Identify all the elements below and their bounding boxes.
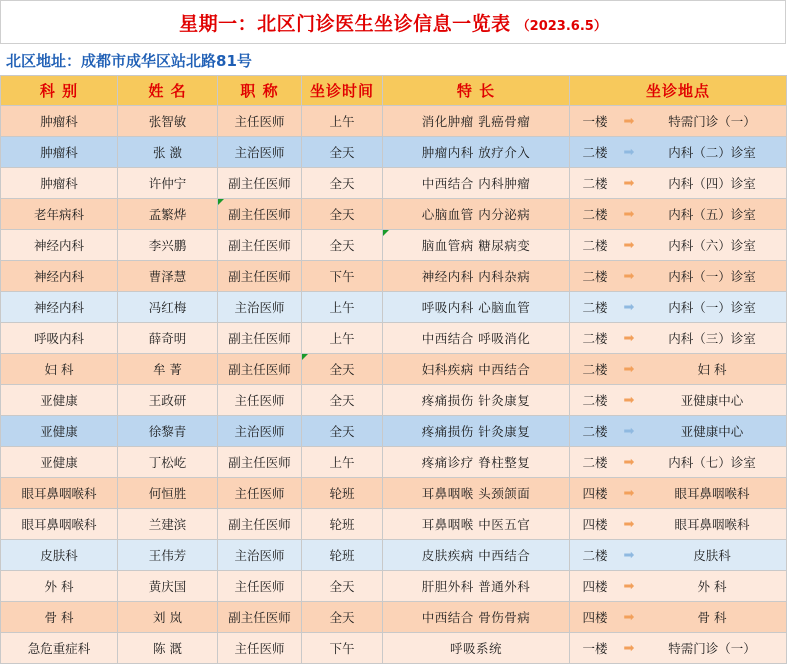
- arrow-right-icon: ➡: [623, 206, 635, 222]
- name-cell-text: 黄庆国: [148, 579, 187, 594]
- title-cell: [218, 168, 302, 199]
- time-cell: [302, 168, 383, 199]
- room-label: 内科（五）诊室: [668, 207, 756, 222]
- location-cell: [570, 416, 787, 447]
- time-cell: [302, 323, 383, 354]
- specialty-cell: [383, 385, 570, 416]
- title-cell: [218, 385, 302, 416]
- dept-cell: [1, 292, 118, 323]
- title-cell: [218, 478, 302, 509]
- dept-cell-text: 呼吸内科: [33, 331, 84, 346]
- arrow-right-icon: ➡: [623, 299, 635, 315]
- time-cell-text: 全天: [329, 424, 355, 439]
- title-date: （2023.6.5）: [516, 18, 607, 34]
- name-cell: [118, 199, 218, 230]
- time-cell-text: 轮班: [329, 548, 355, 563]
- arrow-right-icon: ➡: [623, 268, 635, 284]
- table-row: [1, 354, 787, 385]
- arrow-right-icon: ➡: [623, 330, 635, 346]
- floor-label: 二楼: [582, 331, 608, 346]
- table-row: [1, 106, 787, 137]
- title-cell-text: 副主任医师: [228, 238, 291, 253]
- time-cell-text: 下午: [329, 269, 355, 284]
- title-cell-text: 副主任医师: [228, 455, 291, 470]
- arrow-right-icon: ➡: [623, 144, 635, 160]
- dept-cell-text: 皮肤科: [40, 548, 78, 563]
- time-cell-text: 全天: [329, 362, 355, 377]
- title-cell: [218, 633, 302, 664]
- floor-label: 二楼: [582, 548, 608, 563]
- dept-cell: [1, 478, 118, 509]
- title-cell-text: 副主任医师: [228, 331, 291, 346]
- specialty-cell-text: 脑血管病 糖尿病变: [421, 238, 531, 253]
- title-cell-text: 副主任医师: [228, 269, 291, 284]
- specialty-cell: [383, 261, 570, 292]
- specialty-cell: [383, 292, 570, 323]
- time-cell-text: 轮班: [329, 517, 355, 532]
- name-cell: [118, 168, 218, 199]
- name-cell: [118, 509, 218, 540]
- floor-label: 四楼: [582, 610, 608, 625]
- location-cell: [570, 571, 787, 602]
- dept-cell: [1, 571, 118, 602]
- title-cell-text: 主任医师: [234, 641, 285, 656]
- location-cell: [570, 385, 787, 416]
- time-cell: [302, 602, 383, 633]
- specialty-cell-text: 消化肿瘤 乳癌骨瘤: [421, 114, 531, 129]
- arrow-right-icon: ➡: [623, 175, 635, 191]
- specialty-cell-text: 呼吸内科 心脑血管: [421, 300, 531, 315]
- header-dept: 科 别: [1, 76, 118, 106]
- time-cell-text: 上午: [329, 455, 355, 470]
- time-cell: [302, 540, 383, 571]
- title-cell-text: 主治医师: [234, 424, 285, 439]
- time-cell: [302, 447, 383, 478]
- header-name: 姓 名: [118, 76, 218, 106]
- dept-cell-text: 神经内科: [33, 238, 84, 253]
- schedule-table: [0, 75, 787, 664]
- location-cell: [570, 478, 787, 509]
- dept-cell: [1, 168, 118, 199]
- table-row: [1, 540, 787, 571]
- header-specialty: 特 长: [383, 76, 570, 106]
- floor-label: 二楼: [582, 269, 608, 284]
- time-cell-text: 全天: [329, 610, 355, 625]
- time-cell-text: 全天: [329, 393, 355, 408]
- specialty-cell-text: 皮肤疾病 中西结合: [421, 548, 531, 563]
- name-cell-text: 孟繁烨: [148, 207, 187, 222]
- title-cell: [218, 447, 302, 478]
- floor-label: 二楼: [582, 393, 608, 408]
- room-label: 特需门诊（一）: [668, 641, 756, 656]
- specialty-cell: [383, 354, 570, 385]
- location-cell: [570, 230, 787, 261]
- floor-label: 四楼: [582, 579, 608, 594]
- table-row: [1, 137, 787, 168]
- location-cell: [570, 292, 787, 323]
- location-cell: [570, 633, 787, 664]
- dept-cell-text: 急危重症科: [27, 641, 91, 656]
- specialty-cell-text: 耳鼻咽喉 头颈颌面: [421, 486, 531, 501]
- time-cell: [302, 509, 383, 540]
- time-cell: [302, 261, 383, 292]
- arrow-right-icon: ➡: [623, 609, 635, 625]
- room-label: 妇 科: [697, 362, 727, 377]
- name-cell-text: 张智敏: [148, 114, 187, 129]
- dept-cell: [1, 137, 118, 168]
- title-cell-text: 副主任医师: [228, 517, 291, 532]
- dept-cell-text: 肿瘤科: [40, 145, 78, 160]
- room-label: 亚健康中心: [680, 393, 744, 408]
- title-cell: [218, 540, 302, 571]
- room-label: 眼耳鼻咽喉科: [674, 517, 750, 532]
- location-cell: [570, 323, 787, 354]
- floor-label: 二楼: [582, 455, 608, 470]
- table-row: [1, 633, 787, 664]
- specialty-cell: [383, 199, 570, 230]
- floor-label: 一楼: [582, 114, 608, 129]
- specialty-cell-text: 疼痛诊疗 脊柱整复: [421, 455, 531, 470]
- location-cell: [570, 447, 787, 478]
- name-cell: [118, 447, 218, 478]
- header-location: 坐诊地点: [570, 76, 787, 106]
- dept-cell-text: 神经内科: [33, 269, 84, 284]
- name-cell: [118, 633, 218, 664]
- specialty-cell-text: 肿瘤内科 放疗介入: [421, 145, 531, 160]
- room-label: 内科（二）诊室: [668, 145, 756, 160]
- table-row: [1, 168, 787, 199]
- specialty-cell-text: 耳鼻咽喉 中医五官: [421, 517, 531, 532]
- table-row: [1, 509, 787, 540]
- title-cell-text: 主治医师: [234, 300, 285, 315]
- time-cell-text: 下午: [329, 641, 355, 656]
- specialty-cell: [383, 137, 570, 168]
- name-cell-text: 何恒胜: [148, 486, 187, 501]
- location-cell: [570, 168, 787, 199]
- room-label: 骨 科: [697, 610, 727, 625]
- dept-cell: [1, 261, 118, 292]
- specialty-cell-text: 中西结合 内科肿瘤: [421, 176, 531, 191]
- floor-label: 四楼: [582, 517, 608, 532]
- dept-cell-text: 骨 科: [44, 610, 74, 625]
- time-cell: [302, 385, 383, 416]
- floor-label: 二楼: [582, 176, 608, 191]
- name-cell-text: 牟 菁: [153, 362, 182, 377]
- header-row: [1, 76, 787, 106]
- dept-cell: [1, 509, 118, 540]
- table-row: [1, 602, 787, 633]
- name-cell: [118, 354, 218, 385]
- table-row: [1, 416, 787, 447]
- floor-label: 四楼: [582, 486, 608, 501]
- dept-cell-text: 亚健康: [40, 455, 78, 470]
- table-row: [1, 478, 787, 509]
- title-cell: [218, 354, 302, 385]
- name-cell-text: 刘 岚: [153, 610, 182, 625]
- table-row: [1, 571, 787, 602]
- dept-cell: [1, 385, 118, 416]
- name-cell: [118, 478, 218, 509]
- table-row: [1, 199, 787, 230]
- specialty-cell: [383, 168, 570, 199]
- name-cell: [118, 230, 218, 261]
- floor-label: 二楼: [582, 238, 608, 253]
- time-cell: [302, 571, 383, 602]
- address-line: 北区地址：成都市成华区站北路81号: [6, 51, 252, 70]
- name-cell: [118, 571, 218, 602]
- dept-cell-text: 妇 科: [44, 362, 74, 377]
- dept-cell: [1, 354, 118, 385]
- room-label: 内科（七）诊室: [668, 455, 756, 470]
- name-cell: [118, 540, 218, 571]
- dept-cell: [1, 602, 118, 633]
- title-cell-text: 副主任医师: [228, 176, 291, 191]
- time-cell-text: 轮班: [329, 486, 355, 501]
- title-cell-text: 主任医师: [234, 114, 285, 129]
- location-cell: [570, 199, 787, 230]
- time-cell-text: 全天: [329, 207, 355, 222]
- title-cell-text: 主任医师: [234, 393, 285, 408]
- arrow-right-icon: ➡: [623, 361, 635, 377]
- specialty-cell: [383, 323, 570, 354]
- name-cell-text: 兰建滨: [148, 517, 187, 532]
- specialty-cell-text: 疼痛损伤 针灸康复: [421, 393, 531, 408]
- title-cell-text: 主任医师: [234, 579, 285, 594]
- name-cell-text: 张 激: [153, 145, 182, 160]
- name-cell-text: 李兴鹏: [148, 238, 187, 253]
- title-cell-text: 主任医师: [234, 486, 285, 501]
- name-cell-text: 冯红梅: [148, 300, 187, 315]
- name-cell-text: 丁松屹: [148, 455, 187, 470]
- time-cell-text: 全天: [329, 579, 355, 594]
- arrow-right-icon: ➡: [623, 237, 635, 253]
- title-cell: [218, 292, 302, 323]
- dept-cell-text: 亚健康: [40, 393, 78, 408]
- specialty-cell-text: 疼痛损伤 针灸康复: [421, 424, 531, 439]
- location-cell: [570, 137, 787, 168]
- dept-cell: [1, 633, 118, 664]
- specialty-cell: [383, 416, 570, 447]
- time-cell-text: 上午: [329, 331, 355, 346]
- room-label: 外 科: [697, 579, 727, 594]
- specialty-cell: [383, 540, 570, 571]
- name-cell-text: 王伟芳: [148, 548, 187, 563]
- room-label: 眼耳鼻咽喉科: [674, 486, 750, 501]
- room-label: 内科（一）诊室: [668, 300, 756, 315]
- room-label: 内科（一）诊室: [668, 269, 756, 284]
- specialty-cell: [383, 509, 570, 540]
- floor-label: 二楼: [582, 300, 608, 315]
- table-row: [1, 230, 787, 261]
- time-cell-text: 上午: [329, 114, 355, 129]
- dept-cell: [1, 416, 118, 447]
- arrow-right-icon: ➡: [623, 547, 635, 563]
- specialty-cell: [383, 478, 570, 509]
- name-cell-text: 许仲宁: [148, 176, 187, 191]
- room-label: 皮肤科: [693, 548, 731, 563]
- title-cell-text: 副主任医师: [228, 207, 291, 222]
- dept-cell: [1, 106, 118, 137]
- floor-label: 二楼: [582, 424, 608, 439]
- title-cell-text: 主治医师: [234, 548, 285, 563]
- title-cell-text: 副主任医师: [228, 362, 291, 377]
- title-cell: [218, 509, 302, 540]
- specialty-cell-text: 心脑血管 内分泌病: [421, 207, 531, 222]
- time-cell: [302, 199, 383, 230]
- specialty-cell: [383, 106, 570, 137]
- name-cell-text: 曹泽慧: [148, 269, 187, 284]
- specialty-cell: [383, 633, 570, 664]
- name-cell: [118, 106, 218, 137]
- specialty-cell-text: 呼吸系统: [449, 641, 502, 656]
- floor-label: 二楼: [582, 145, 608, 160]
- time-cell: [302, 354, 383, 385]
- room-label: 内科（六）诊室: [668, 238, 756, 253]
- location-cell: [570, 261, 787, 292]
- specialty-cell-text: 妇科疾病 中西结合: [421, 362, 531, 377]
- time-cell-text: 全天: [329, 238, 355, 253]
- title-cell-text: 副主任医师: [228, 610, 291, 625]
- header-time: 坐诊时间: [302, 76, 383, 106]
- arrow-right-icon: ➡: [623, 485, 635, 501]
- title-cell: [218, 323, 302, 354]
- time-cell-text: 上午: [329, 300, 355, 315]
- name-cell: [118, 602, 218, 633]
- dept-cell: [1, 323, 118, 354]
- name-cell-text: 陈 溉: [153, 641, 182, 656]
- arrow-right-icon: ➡: [623, 423, 635, 439]
- specialty-cell: [383, 230, 570, 261]
- dept-cell: [1, 199, 118, 230]
- floor-label: 二楼: [582, 362, 608, 377]
- comment-marker-icon: [383, 230, 389, 236]
- title-cell: [218, 199, 302, 230]
- room-label: 内科（三）诊室: [668, 331, 756, 346]
- time-cell: [302, 416, 383, 447]
- name-cell: [118, 261, 218, 292]
- dept-cell-text: 眼耳鼻咽喉科: [21, 517, 97, 532]
- title-cell: [218, 416, 302, 447]
- time-cell: [302, 633, 383, 664]
- arrow-right-icon: ➡: [623, 113, 635, 129]
- name-cell-text: 薛奇明: [148, 331, 187, 346]
- time-cell: [302, 478, 383, 509]
- specialty-cell: [383, 602, 570, 633]
- title-cell-text: 主治医师: [234, 145, 285, 160]
- comment-marker-icon: [302, 354, 308, 360]
- location-cell: [570, 509, 787, 540]
- title-cell: [218, 137, 302, 168]
- floor-label: 一楼: [582, 641, 608, 656]
- time-cell-text: 全天: [329, 176, 355, 191]
- room-label: 内科（四）诊室: [668, 176, 756, 191]
- arrow-right-icon: ➡: [623, 392, 635, 408]
- table-body: [1, 106, 787, 664]
- arrow-right-icon: ➡: [623, 578, 635, 594]
- room-label: 特需门诊（一）: [668, 114, 756, 129]
- table-row: [1, 261, 787, 292]
- time-cell-text: 全天: [329, 145, 355, 160]
- dept-cell: [1, 447, 118, 478]
- title-cell: [218, 571, 302, 602]
- table-row: [1, 323, 787, 354]
- dept-cell-text: 肿瘤科: [40, 114, 78, 129]
- time-cell: [302, 137, 383, 168]
- specialty-cell: [383, 447, 570, 478]
- name-cell: [118, 292, 218, 323]
- location-cell: [570, 540, 787, 571]
- dept-cell-text: 肿瘤科: [40, 176, 78, 191]
- location-cell: [570, 106, 787, 137]
- name-cell: [118, 385, 218, 416]
- title-cell: [218, 230, 302, 261]
- dept-cell-text: 眼耳鼻咽喉科: [21, 486, 97, 501]
- time-cell: [302, 292, 383, 323]
- dept-cell-text: 外 科: [44, 579, 74, 594]
- location-cell: [570, 602, 787, 633]
- arrow-right-icon: ➡: [623, 640, 635, 656]
- page-title: 星期一：北区门诊医生坐诊信息一览表: [179, 12, 511, 35]
- time-cell: [302, 230, 383, 261]
- location-cell: [570, 354, 787, 385]
- name-cell-text: 徐黎青: [148, 424, 187, 439]
- header-title: 职 称: [218, 76, 302, 106]
- time-cell: [302, 106, 383, 137]
- title-cell: [218, 261, 302, 292]
- table-row: [1, 447, 787, 478]
- arrow-right-icon: ➡: [623, 516, 635, 532]
- floor-label: 二楼: [582, 207, 608, 222]
- table-row: [1, 385, 787, 416]
- dept-cell: [1, 230, 118, 261]
- comment-marker-icon: [218, 199, 224, 205]
- title-cell: [218, 106, 302, 137]
- name-cell: [118, 137, 218, 168]
- specialty-cell: [383, 571, 570, 602]
- dept-cell-text: 亚健康: [40, 424, 78, 439]
- specialty-cell-text: 中西结合 骨伤骨病: [421, 610, 531, 625]
- specialty-cell-text: 肝胆外科 普通外科: [421, 579, 531, 594]
- table-row: [1, 292, 787, 323]
- dept-cell-text: 老年病科: [33, 207, 84, 222]
- dept-cell: [1, 540, 118, 571]
- room-label: 亚健康中心: [680, 424, 744, 439]
- arrow-right-icon: ➡: [623, 454, 635, 470]
- specialty-cell-text: 中西结合 呼吸消化: [421, 331, 531, 346]
- name-cell: [118, 323, 218, 354]
- specialty-cell-text: 神经内科 内科杂病: [421, 269, 531, 284]
- name-cell: [118, 416, 218, 447]
- title-cell: [218, 602, 302, 633]
- title-bar: [0, 0, 786, 44]
- dept-cell-text: 神经内科: [33, 300, 84, 315]
- name-cell-text: 王政研: [148, 393, 187, 408]
